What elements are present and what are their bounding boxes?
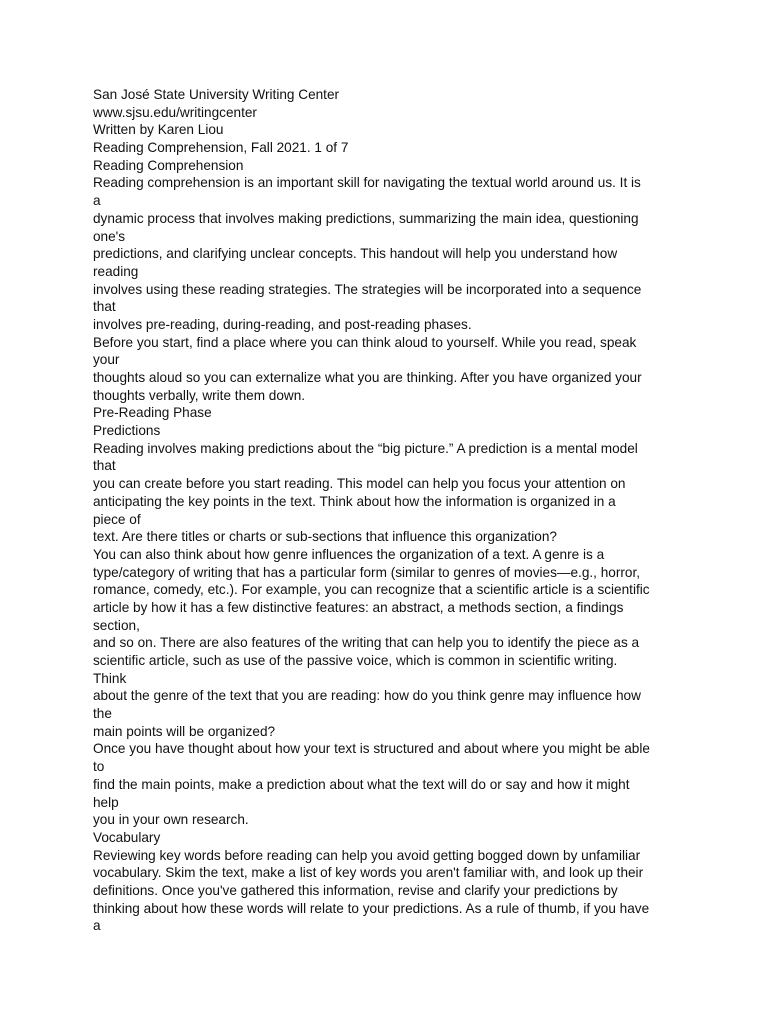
text-line: Before you start, find a place where you can think aloud to yourself. While you read, speak [93, 334, 637, 350]
text-line: that [93, 458, 116, 474]
text-line: and so on. There are also features of the writing that can help you to identify the piece as a [93, 635, 640, 651]
text-line: a [93, 918, 101, 934]
text-line: that [93, 299, 116, 315]
header-page-line: Reading Comprehension, Fall 2021. 1 of 7 [93, 140, 349, 156]
text-line: You can also think about how genre influences the organization of a text. A genre is a [93, 546, 605, 562]
document-title: Reading Comprehension [93, 157, 244, 173]
text-line: dynamic process that involves making predictions, summarizing the main idea, questioning [93, 210, 639, 226]
text-line: scientific article, such as use of the passive voice, which is common in scientific writing. [93, 653, 618, 668]
text-line: Think [93, 670, 127, 686]
text-line: one's [93, 228, 126, 244]
text-line: the [93, 706, 112, 722]
text-line: text. Are there titles or charts or sub-sections that influence this organization? [93, 529, 557, 545]
subsection-heading: Vocabulary [93, 829, 161, 845]
text-line: piece of [93, 511, 141, 527]
header-org-line: San José State University Writing Center [93, 87, 340, 102]
document-text [93, 86, 693, 935]
text-line: your [93, 352, 120, 368]
text-line: article by how it has a few distinctive features: an abstract, a methods section, a findings [93, 599, 624, 615]
text-line: you can create before you start reading. This model can help you focus your attention on [93, 476, 626, 492]
text-line: about the genre of the text that you are reading: how do you think genre may influence how [93, 688, 641, 704]
header-author-line: Written by Karen Liou [93, 122, 224, 138]
text-line: romance, comedy, etc.). For example, you can recognize that a scientific article is a scientific [93, 582, 650, 598]
text-line: a [93, 193, 101, 209]
text-line: help [93, 794, 119, 810]
text-line: Reading comprehension is an important skill for navigating the textual world around us. It is [93, 175, 641, 191]
text-line: definitions. Once you've gathered this information, revise and clarify your predictions by [93, 882, 618, 898]
text-line: to [93, 759, 105, 775]
text-line: main points will be organized? [93, 723, 276, 739]
text-line: anticipating the key points in the text. Think about how the information is organized in a [93, 493, 616, 509]
text-line: reading [93, 263, 139, 279]
text-line: thoughts verbally, write them down. [93, 387, 306, 403]
text-line: involves using these reading strategies. The strategies will be incorporated into a sequence [93, 281, 642, 297]
text-line: Once you have thought about how your text is structured and about where you might be able [93, 741, 650, 757]
header-url-line: www.sjsu.edu/writingcenter [93, 104, 257, 120]
text-line: you in your own research. [93, 812, 249, 828]
text-line: thinking about how these words will relate to your predictions. As a rule of thumb, if you have [93, 900, 650, 916]
text-line: thoughts aloud so you can externalize what you are thinking. After you have organized your [93, 370, 642, 385]
text-line: vocabulary. Skim the text, make a list of key words you aren't familiar with, and look up their [93, 865, 644, 881]
text-line: Reviewing key words before reading can help you avoid getting bogged down by unfamiliar [93, 847, 641, 863]
subsection-heading: Predictions [93, 423, 161, 439]
text-line: section, [93, 617, 140, 633]
text-line: Reading involves making predictions about the “big picture.” A prediction is a mental model [93, 440, 638, 456]
text-line: find the main points, make a prediction about what the text will do or say and how it might [93, 776, 630, 792]
text-line: predictions, and clarifying unclear concepts. This handout will help you understand how [93, 246, 618, 262]
text-line: involves pre-reading, during-reading, and post-reading phases. [93, 316, 472, 332]
text-line: type/category of writing that has a particular form (similar to genres of movies—e.g., horror, [93, 564, 640, 580]
section-heading: Pre-Reading Phase [93, 405, 212, 421]
